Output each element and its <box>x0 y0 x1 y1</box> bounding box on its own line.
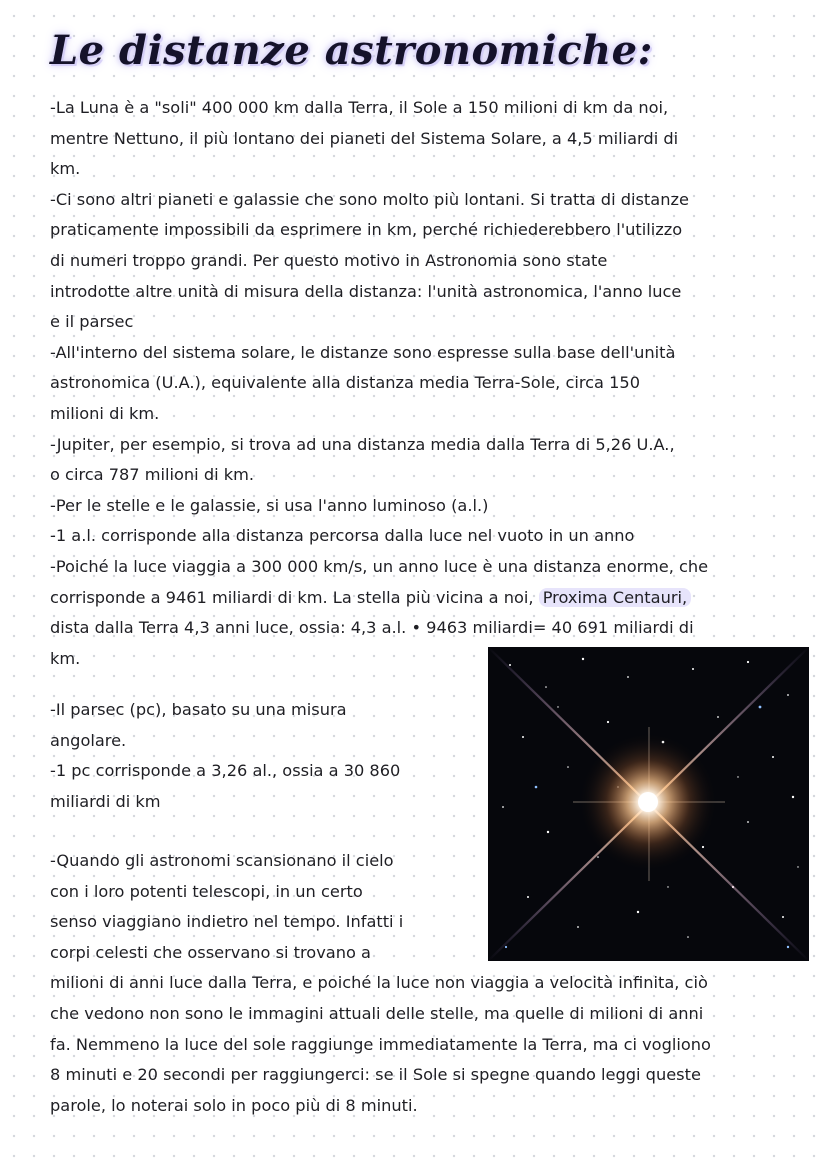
proxima-centauri-highlight: Proxima Centauri, <box>539 588 691 607</box>
text-line: -1 pc corrisponde a 3,26 al., ossia a 30 860 <box>50 761 401 781</box>
proxima-centauri-photo <box>488 647 809 961</box>
text-line: con i loro potenti telescopi, in un certo <box>50 881 363 901</box>
text-line: -Poiché la luce viaggia a 300 000 km/s, un anno luce è una distanza enorme, che <box>50 556 709 576</box>
text-line: e il parsec <box>50 312 134 332</box>
text-line: miliardi di km <box>50 791 161 811</box>
text-line: mentre Nettuno, il più lontano dei pianeti del Sistema Solare, a 4,5 miliardi di <box>50 128 679 148</box>
text-line: milioni di anni luce dalla Terra, e poiché la luce non viaggia a velocità infinita, ciò <box>50 973 708 993</box>
star-photo-icon <box>488 647 809 961</box>
text-line: -Ci sono altri pianeti e galassie che sono molto più lontani. Si tratta di distanze <box>50 189 689 209</box>
text-line: milioni di km. <box>50 403 160 423</box>
text-line: -La Luna è a "soli" 400 000 km dalla Terra, il Sole a 150 milioni di km da noi, <box>50 98 669 117</box>
parsec-paragraph <box>50 695 400 817</box>
text-line: parole, lo noterai solo in poco più di 8 minuti. <box>50 1095 418 1115</box>
text-line: corpi celesti che osservano si trovano a <box>50 942 371 962</box>
text-line: dista dalla Terra 4,3 anni luce, ossia: 4,3 a.l. • 9463 miliardi= 40 691 miliardi di <box>50 618 694 638</box>
proxima-line <box>50 583 708 614</box>
text-line: -All'interno del sistema solare, le distanze sono espresse sulla base dell'unità <box>50 342 676 362</box>
text-line: -Il parsec (pc), basato su una misura <box>50 700 347 719</box>
text-line: praticamente impossibili da esprimere in km, perché richiederebbero l'utilizzo <box>50 220 683 240</box>
text-line: angolare. <box>50 730 127 750</box>
intro-paragraph <box>50 93 708 674</box>
text-line: -Quando gli astronomi scansionano il cielo <box>50 851 394 870</box>
text-line: 8 minuti e 20 secondi per raggiungerci: se il Sole si spegne quando leggi queste <box>50 1065 701 1085</box>
text-line: che vedono non sono le immagini attuali delle stelle, ma quelle di milioni di anni <box>50 1003 704 1023</box>
proxima-line-text: corrisponde a 9461 miliardi di km. La stella più vicina a noi, <box>50 587 539 607</box>
text-line: introdotte altre unità di misura della distanza: l'unità astronomica, l'anno luce <box>50 281 682 301</box>
text-line: astronomica (U.A.), equivalente alla distanza media Terra-Sole, circa 150 <box>50 373 641 393</box>
text-line: senso viaggiano indietro nel tempo. Infatti i <box>50 912 404 932</box>
text-line: o circa 787 milioni di km. <box>50 465 255 485</box>
text-line: fa. Nemmeno la luce del sole raggiunge immediatamente la Terra, ma ci vogliono <box>50 1034 711 1054</box>
text-line: -Jupiter, per esempio, si trova ad una distanza media dalla Terra di 5,26 U.A., <box>50 434 675 454</box>
text-line: -Per le stelle e le galassie, si usa l'anno luminoso (a.l.) <box>50 495 489 515</box>
text-line: di numeri troppo grandi. Per questo motivo in Astronomia sono state <box>50 250 608 270</box>
text-line: km. <box>50 648 81 668</box>
page-title: Le distanze astronomiche: <box>50 27 653 74</box>
text-line: km. <box>50 159 81 179</box>
text-line: -1 a.l. corrisponde alla distanza percorsa dalla luce nel vuoto in un anno <box>50 526 635 546</box>
